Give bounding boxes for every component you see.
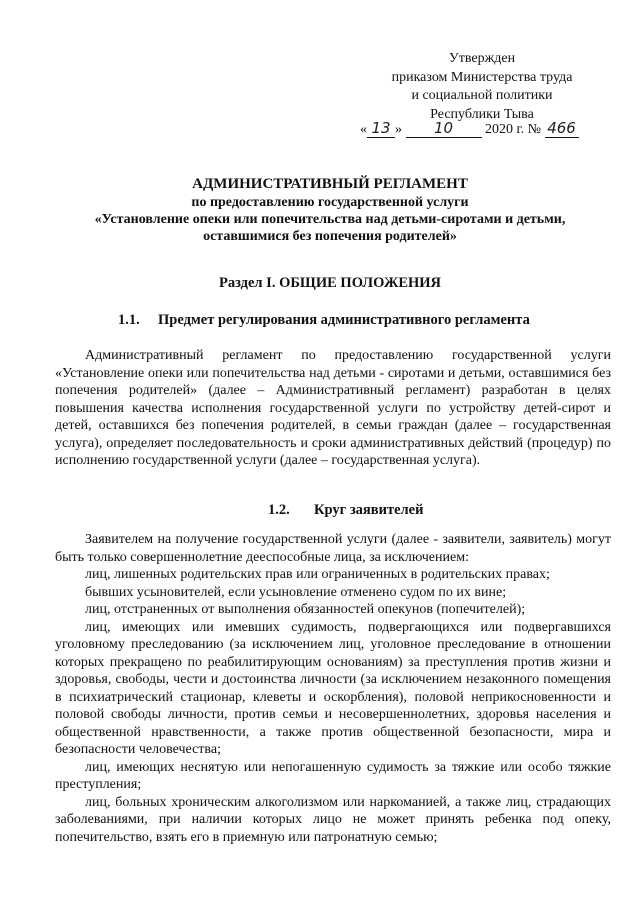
approval-line-1: Утвержден [448, 51, 516, 66]
title-line-2: по предоставлению государственной услуги [191, 195, 469, 210]
list-item: лиц, отстраненных от выполнения обязанностей опекунов (попечителей); [85, 602, 526, 617]
subsection-1-2-text [55, 531, 611, 846]
subsection-1-1-title: Предмет регулирования административного регламента [158, 312, 530, 328]
section-heading: Раздел I. ОБЩИЕ ПОЛОЖЕНИЯ [218, 275, 442, 291]
date-day: 13 [367, 119, 395, 138]
approval-line-4: Республики Тыва [430, 106, 534, 122]
subsection-1-1-text [55, 347, 611, 470]
subsection-1-2-title: Круг заявителей [314, 502, 424, 518]
subsection-1-1-number: 1.1. [118, 312, 140, 328]
paragraph: Заявителем на получение государственной услуги (далее - заявители, заявитель) могут быть только совершеннолетние дееспособные лица, за исключением: [55, 532, 611, 565]
date-month: 10 [406, 119, 482, 138]
paragraph: Административный регламент по предоставлению государственной услуги «Установление опеки или попечительства над детьми - сиротами и детьми, оставшимися без попечения родителей» (далее – Административный регламент) разработан в целях повышения качества исполнения государственной услуги по устройству детей-сирот и детей, оставшихся без попечения родителей, в семьи граждан (далее – государственная услуга), определяет последовательность и сроки административных действий (процедур) по исполнению государственной услуги (далее – государственная услуга). [55, 348, 611, 468]
document-number: 466 [545, 119, 579, 138]
list-item: лиц, имеющих неснятую или непогашенную судимость за тяжкие или особо тяжкие преступления; [55, 759, 611, 792]
approval-line-3: и социальной политики [411, 88, 553, 103]
date-open-quote: « [360, 122, 367, 137]
date-close-quote: » [395, 122, 402, 137]
subsection-1-2-number: 1.2. [268, 502, 290, 518]
list-item: лиц, лишенных родительских прав или ограниченных в родительских правах; [85, 567, 550, 582]
title-line-4: оставшимися без попечения родителей» [203, 229, 457, 244]
approval-line-2: приказом Министерства труда [391, 69, 573, 85]
approval-date-line [360, 119, 620, 138]
title-main: АДМИНИСТРАТИВНЫЙ РЕГЛАМЕНТ [192, 176, 468, 192]
list-item: бывших усыновителей, если усыновление отменено судом по их вине; [85, 584, 507, 600]
list-item: лиц, больных хроническим алкоголизмом или наркоманией, а также лиц, страдающих заболеваниями, при наличии которых лицо не может принять ребенка под опеку, попечительство, взять его в приемную или патронатную семью; [55, 794, 611, 845]
approval-block [352, 50, 612, 124]
document-title [40, 175, 620, 245]
title-line-3: «Установление опеки или попечительства над детьми-сиротами и детьми, [94, 212, 566, 227]
list-item: лиц, имеющих или имевших судимость, подвергающихся или подвергавшихся уголовному преследованию (за исключением лиц, уголовное преследование в отношении которых прекращено по реабилитирующим основаниям) за преступления против жизни и здоровья, свободы, чести и достоинства личности (за исключением незаконного помещения в психиатрический стационар, клеветы и оскорбления), половой неприкосновенности и половой свободы личности, против семьи и несовершеннолетних, здоровья населения и общественной нравственности, а также против общественной безопасности, мира и безопасности человечества; [55, 619, 611, 757]
date-year-text: 2020 г. № [485, 122, 542, 137]
